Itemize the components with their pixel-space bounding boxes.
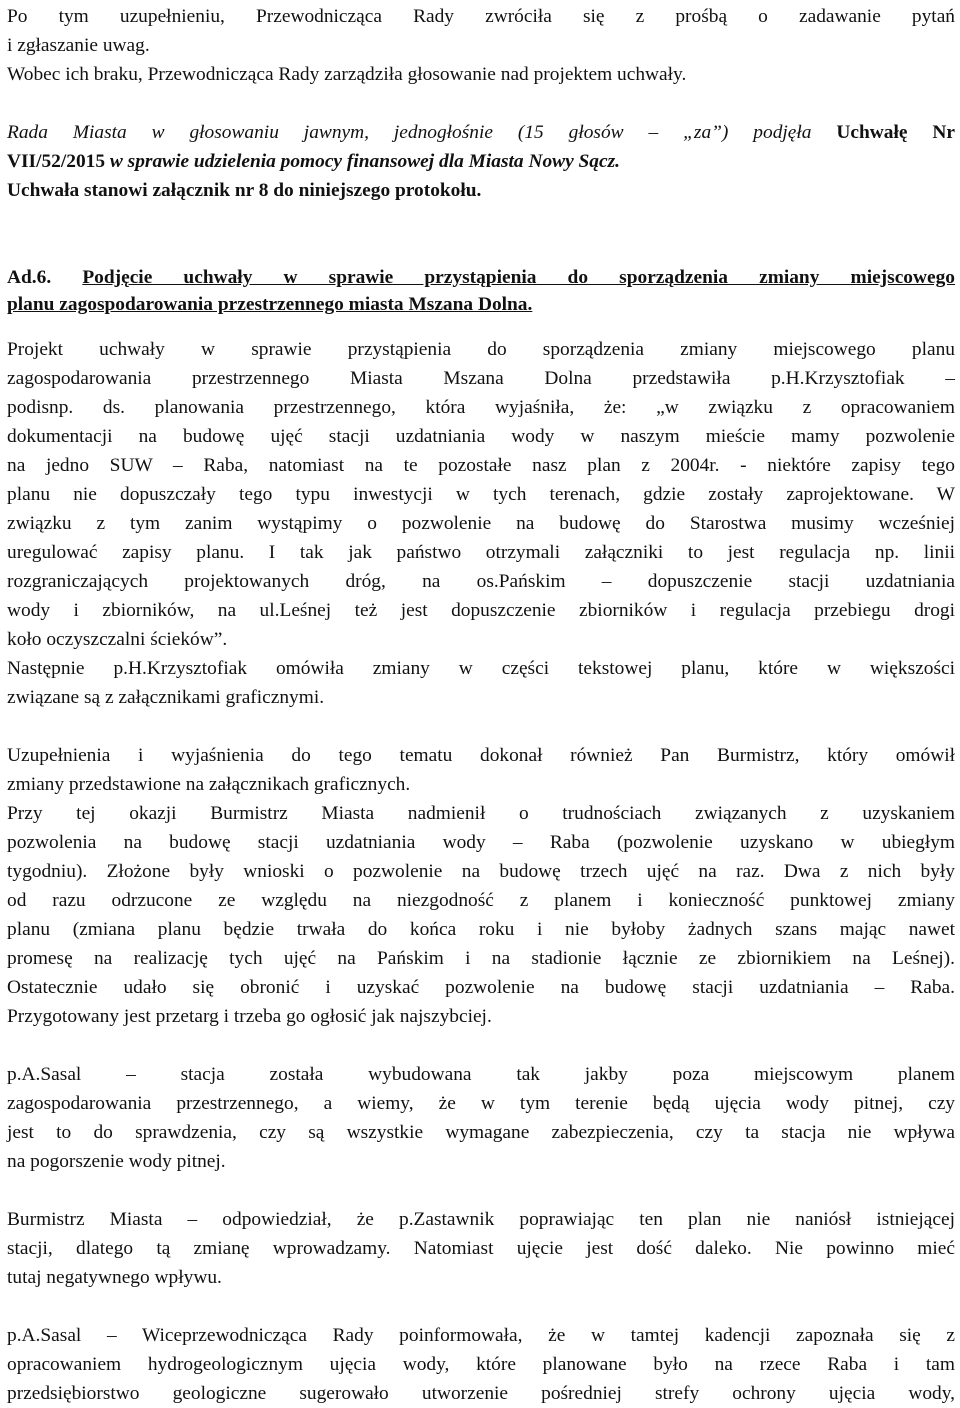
text-line: uregulować zapisy planu. I tak jak państwo otrzymali załączniki to jest regulacja np. linii [7, 542, 955, 563]
text-line: p.A.Sasal – Wiceprzewodnicząca Rady poinformowała, że w tamtej kadencji zapoznała się z [7, 1325, 955, 1346]
text-line: zmiany przedstawione na załącznikach graficznych. [7, 774, 411, 795]
text-span: Ad.6. [7, 267, 83, 288]
text-line [7, 263, 955, 292]
text-line: Przy tej okazji Burmistrz Miasta nadmienił o trudnościach związanych z uzyskaniem [7, 803, 955, 824]
text-line: Burmistrz Miasta – odpowiedział, że p.Zastawnik poprawiając ten plan nie naniósł istniejącej [7, 1209, 955, 1230]
text-line: Przygotowany jest przetarg i trzeba go ogłosić jak najszybciej. [7, 1006, 492, 1027]
text-line: jest to do sprawdzenia, czy są wszystkie wymagane zabezpieczenia, czy ta stacja nie wpływa [7, 1122, 955, 1143]
text-line: planu nie dopuszczały tego typu inwestycji w tych terenach, gdzie zostały zaprojektowane. W [7, 484, 955, 505]
text-line: Następnie p.H.Krzysztofiak omówiła zmiany w części tekstowej planu, które w większości [7, 658, 955, 679]
text-line: przedsiębiorstwo geologiczne sugerowało utworzenie pośredniej strefy ochrony ujęcia wody, [7, 1383, 955, 1404]
text-line [7, 147, 955, 176]
text-line: tygodniu). Złożone były wnioski o pozwolenie na budowę trzech ujęć na raz. Dwa z nich były [7, 861, 955, 882]
text-line: na pogorszenie wody pitnej. [7, 1151, 226, 1172]
text-line: stacji, dlatego tą zmianę wprowadzamy. Natomiast ujęcie jest dość daleko. Nie powinno mieć [7, 1238, 955, 1259]
text-line: pozwolenia na budowę stacji uzdatniania wody – Raba (pozwolenie uzyskano w ubiegłym [7, 832, 955, 853]
text-line: planu zagospodarowania przestrzennego miasta Mszana Dolna. [7, 294, 533, 315]
text-line: Po tym uzupełnieniu, Przewodnicząca Rady zwróciła się z prośbą o zadawanie pytań [7, 6, 955, 27]
text-span: w sprawie udzielenia pomocy finansowej dla Miasta Nowy Sącz. [105, 151, 621, 172]
text-line: opracowaniem hydrogeologicznym ujęcia wody, które planowane było na rzece Raba i tam [7, 1354, 955, 1375]
text-line: Ostatecznie udało się obronić i uzyskać pozwolenie na budowę stacji uzdatniania – Raba. [7, 977, 955, 998]
text-line: Uzupełnienia i wyjaśnienia do tego tematu dokonał również Pan Burmistrz, który omówił [7, 745, 955, 766]
text-line: Projekt uchwały w sprawie przystąpienia do sporządzenia zmiany miejscowego planu [7, 339, 955, 360]
text-line: dokumentacji na budowę ujęć stacji uzdatniania wody w naszym mieście mamy pozwolenie [7, 426, 955, 447]
text-line: Wobec ich braku, Przewodnicząca Rady zarządziła głosowanie nad projektem uchwały. [7, 64, 687, 85]
text-line: na jedno SUW – Raba, natomiast na te pozostałe nasz plan z 2004r. - niektóre zapisy tego [7, 455, 955, 476]
text-line: od razu odrzucone ze względu na niezgodność z planem i konieczność punktowej zmiany [7, 890, 955, 911]
text-line: zagospodarowania przestrzennego, a wiemy, że w tym terenie będą ujęcia wody pitnej, czy [7, 1093, 955, 1114]
text-line: planu (zmiana planu będzie trwała do końca roku i nie byłoby żadnych szans mając nawet [7, 919, 955, 940]
text-line: i zgłaszanie uwag. [7, 35, 150, 56]
text-line: rozgraniczających projektowanych dróg, na os.Pańskim – dopuszczenie stacji uzdatniania [7, 571, 955, 592]
text-line: związane są z załącznikami graficznymi. [7, 687, 325, 708]
text-line: podisnp. ds. planowania przestrzennego, która wyjaśniła, że: „w związku z opracowaniem [7, 397, 955, 418]
text-span: Podjęcie uchwały w sprawie przystąpienia do sporządzenia zmiany miejscowego [82, 267, 955, 288]
text-line: p.A.Sasal – stacja została wybudowana tak jakby poza miejscowym planem [7, 1064, 955, 1085]
text-line: wody i zbiorników, na ul.Leśnej też jest dopuszczenie zbiorników i regulacja przebiegu drogi [7, 600, 955, 621]
text-line: związku z tym zanim wystąpimy o pozwolenie na budowę do Starostwa musimy wcześniej [7, 513, 955, 534]
text-span: Uchwałę Nr [836, 122, 955, 143]
text-line: tutaj negatywnego wpływu. [7, 1267, 222, 1288]
text-line: Uchwała stanowi załącznik nr 8 do niniejszego protokołu. [7, 180, 482, 201]
text-line [7, 118, 955, 147]
text-line: zagospodarowania przestrzennego Miasta Mszana Dolna przedstawiła p.H.Krzysztofiak – [7, 368, 955, 389]
text-line: promesę na realizację tych ujęć na Pańskim i na stadionie łącznie ze zbiornikiem na Leśnej). [7, 948, 955, 969]
text-span: Rada Miasta w głosowaniu jawnym, jednogłośnie (15 głosów – „za”) podjęła [7, 122, 837, 143]
text-line: koło oczyszczalni ścieków”. [7, 629, 228, 650]
text-span: VII/52/2015 [7, 151, 106, 172]
